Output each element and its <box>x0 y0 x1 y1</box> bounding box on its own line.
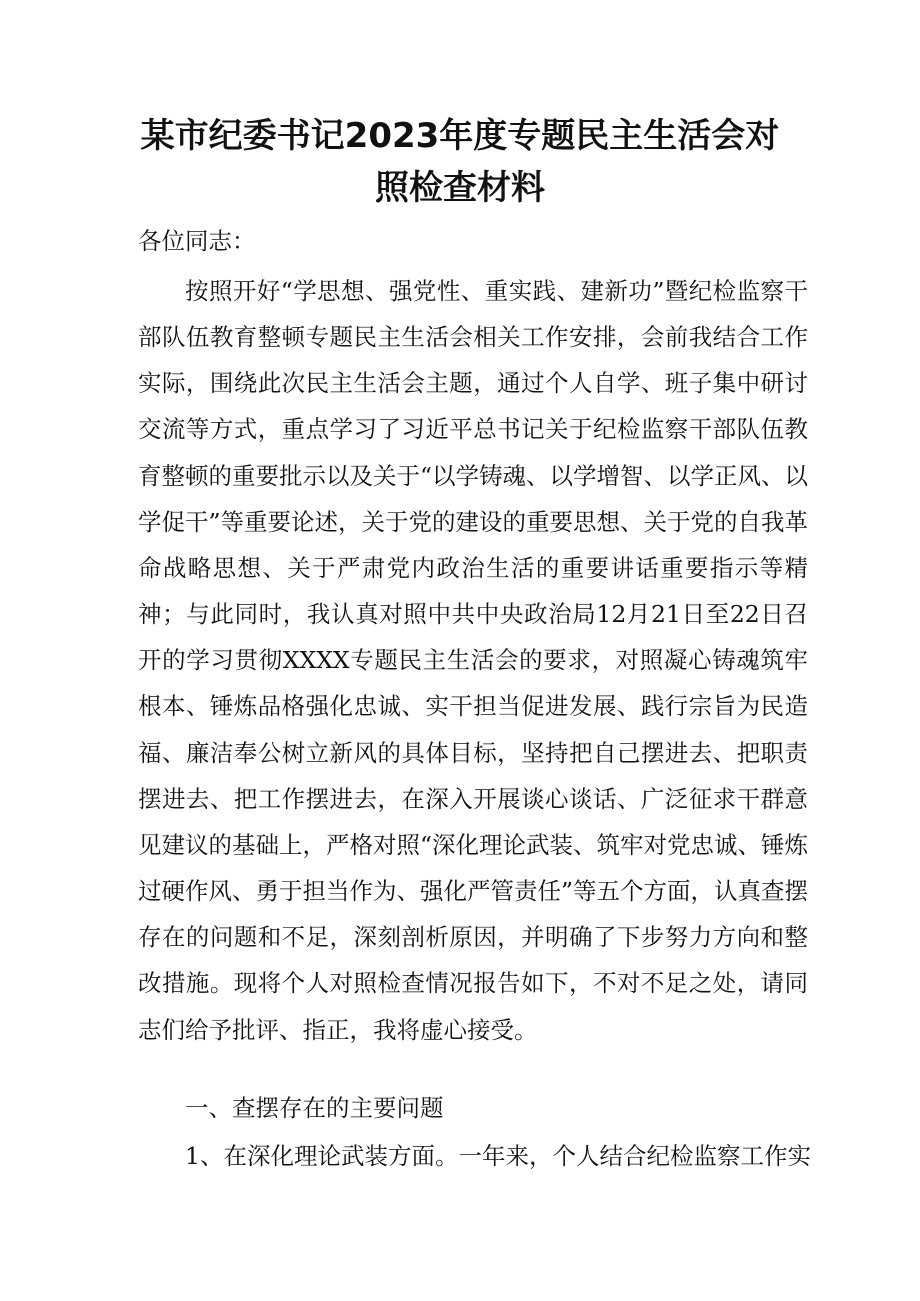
section-heading: 一、查摆存在的主要问题 <box>185 1094 444 1122</box>
document-title-line-2: 照检查材料 <box>375 168 545 208</box>
item-1-paragraph: 1、在深化理论武装方面。一年来，个人结合纪检监察工作实 <box>185 1142 811 1170</box>
intro-paragraph: 按照开好“学思想、强党性、重实践、建新功”暨纪检监察干部队伍教育整顿专题民主生活会相关工作安排，会前我结合工作实际，围绕此次民主生活会主题，通过个人自学、班子集中研讨交流等方式，重点学习了习近平总书记关于纪检监察干部队伍教育整顿的重要批示以及关于“以学铸魂、以学增智、以学正风、以学促干”等重要论述，关于党的建设的重要思想、关于党的自我革命战略思想、关于严肃党内政治生活的重要讲话重要指示等精神；与此同时，我认真对照中共中央政治局12月21日至22日召开的学习贯彻XXXX专题民主生活会的要求，对照凝心铸魂筑牢根本、锤炼品格强化忠诚、实干担当促进发展、践行宗旨为民造福、廉洁奉公树立新风的具体目标，坚持把自己摆进去、把职责摆进去、把工作摆进去，在深入开展谈心谈话、广泛征求干群意见建议的基础上，严格对照“深化理论武装、筑牢对党忠诚、锤炼过硬作风、勇于担当作为、强化严管责任”等五个方面，认真查摆存在的问题和不足，深刻剖析原因，并明确了下步努力方向和整改措施。现将个人对照检查情况报告如下，不对不足之处，请同志们给予批评、指正，我将虚心接受。 <box>138 277 809 1044</box>
greeting: 各位同志： <box>138 227 256 255</box>
document-title-line-1: 某市纪委书记2023年度专题民主生活会对 <box>140 116 780 156</box>
